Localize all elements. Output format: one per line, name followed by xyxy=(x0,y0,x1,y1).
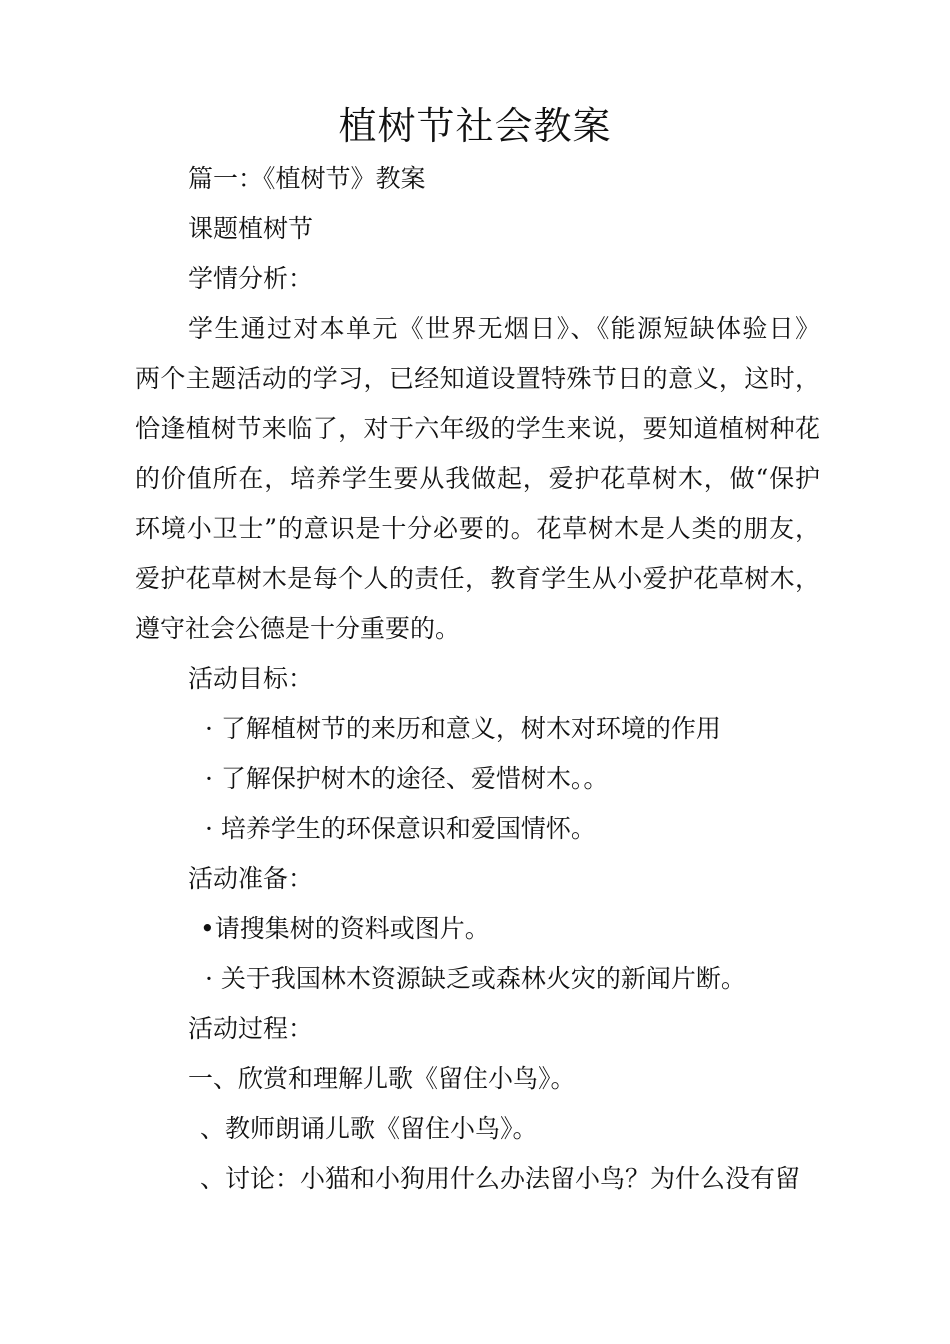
heading-activity-process: 活动过程： xyxy=(188,1014,314,1043)
heading-student-analysis: 学情分析： xyxy=(188,264,314,293)
paragraph-line: 的价值所在，培养学生要从我做起，爱护花草树木，做“保护 xyxy=(135,464,820,493)
lesson-topic: 课题植树节 xyxy=(188,214,314,243)
heading-activity-goals: 活动目标： xyxy=(188,664,314,693)
paragraph-line: 学生通过对本单元《世界无烟日》、《能源短缺体验日》 xyxy=(188,314,820,343)
section-heading-part-one: 篇一：《植树节》教案 xyxy=(188,164,426,193)
goal-list-item: · 了解保护树木的途径、爱惜树木。。 xyxy=(205,764,609,793)
goal-list-item: · 了解植树节的来历和意义，树木对环境的作用 xyxy=(205,714,721,743)
preparation-list-item: · 关于我国林木资源缺乏或森林火灾的新闻片断。 xyxy=(205,964,746,993)
paragraph-line: 两个主题活动的学习，已经知道设置特殊节日的意义，这时， xyxy=(135,364,820,393)
paragraph-line: 环境小卫士”的意识是十分必要的。花草树木是人类的朋友， xyxy=(135,514,820,543)
paragraph-line: 恰逢植树节来临了，对于六年级的学生来说，要知道植树种花 xyxy=(135,414,820,443)
document-title: 植树节社会教案 xyxy=(338,104,612,148)
process-sub-step: 、讨论：小猫和小狗用什么办法留小鸟？为什么没有留 xyxy=(200,1164,801,1193)
process-step-heading: 一、欣赏和理解儿歌《留住小鸟》。 xyxy=(188,1064,576,1093)
paragraph-line: 爱护花草树木是每个人的责任，教育学生从小爱护花草树木， xyxy=(135,564,820,593)
process-sub-step: 、教师朗诵儿歌《留住小鸟》。 xyxy=(200,1114,538,1143)
paragraph-line: 遵守社会公德是十分重要的。 xyxy=(135,614,461,643)
goal-list-item: · 培养学生的环保意识和爱国情怀。 xyxy=(205,814,596,843)
preparation-list-item: •请搜集树的资料或图片。 xyxy=(200,914,490,943)
heading-activity-preparation: 活动准备： xyxy=(188,864,314,893)
